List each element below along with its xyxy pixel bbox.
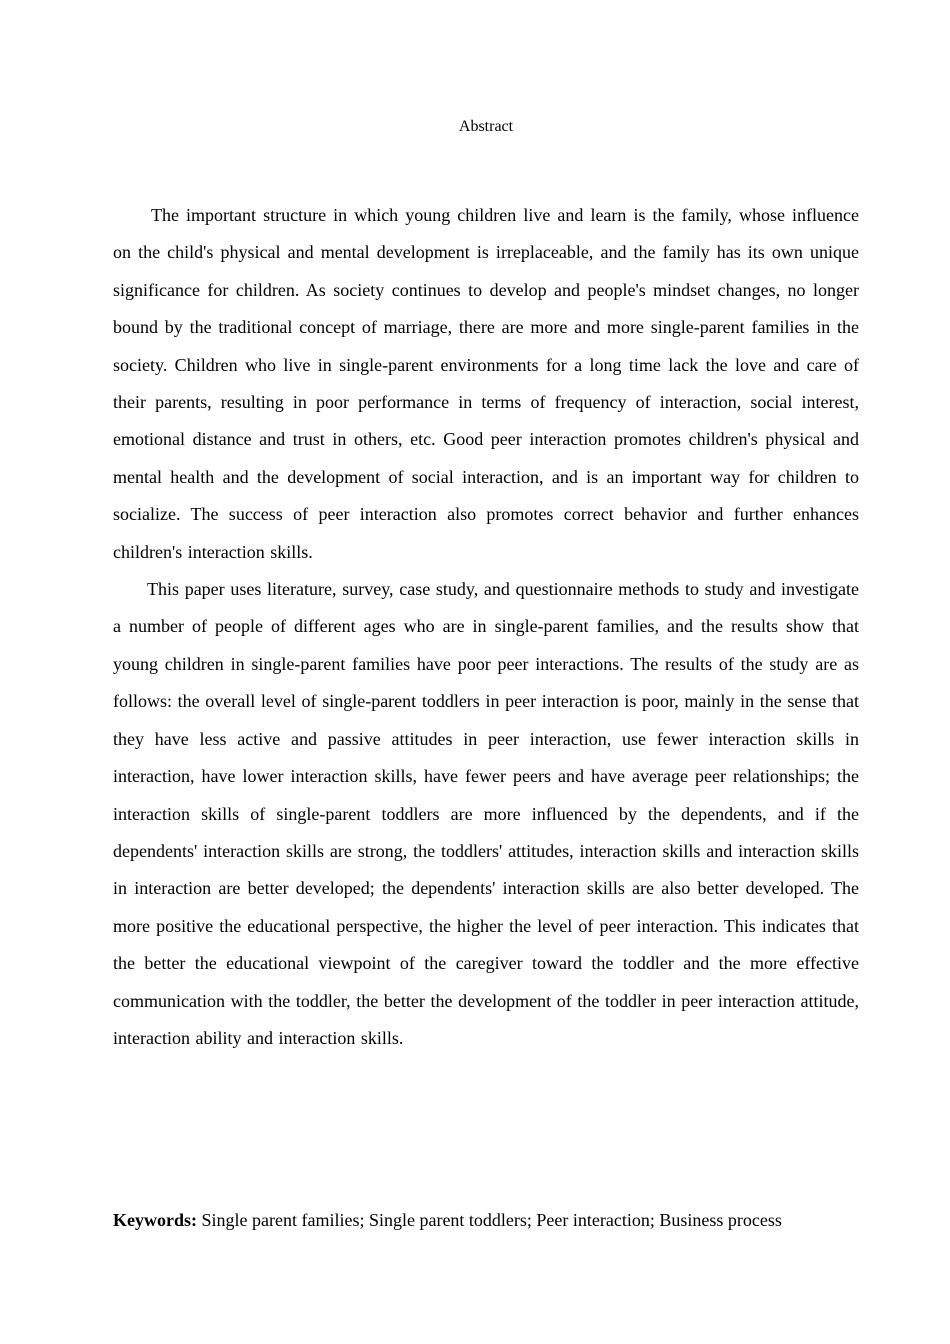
abstract-body (113, 197, 859, 1057)
keywords-text: Single parent families; Single parent toddlers; Peer interaction; Business process (201, 1210, 782, 1230)
abstract-title: Abstract (458, 118, 514, 135)
keywords-line (113, 1207, 873, 1233)
abstract-paragraph-1: The important structure in which young children live and learn is the family, whose influence on the child's physical and mental development is irreplaceable, and the family has its own unique significance for children. As society continues to develop and people's mindset changes, no longer bound by the traditional concept of marriage, there are more and more single-parent families in the society. Children who live in single-parent environments for a long time lack the love and care of their parents, resulting in poor performance in terms of frequency of interaction, social interest, emotional distance and trust in others, etc. Good peer interaction promotes children's physical and mental health and the development of social interaction, and is an important way for children to socialize. The success of peer interaction also promotes correct behavior and further enhances children's interaction skills. (113, 205, 859, 562)
keywords-label: Keywords: (113, 1210, 197, 1230)
abstract-paragraph-2: This paper uses literature, survey, case study, and questionnaire methods to study and investigate a number of people of different ages who are in single-parent families, and the results show that young children in single-parent families have poor peer interactions. The results of the study are as follows: the overall level of single-parent toddlers in peer interaction is poor, mainly in the sense that they have less active and passive attitudes in peer interaction, use fewer interaction skills in interaction, have lower interaction skills, have fewer peers and have average peer relationships; the interaction skills of single-parent toddlers are more influenced by the dependents, and if the dependents' interaction skills are strong, the toddlers' attitudes, interaction skills and interaction skills in interaction are better developed; the dependents' interaction skills are also better developed. The more positive the educational perspective, the higher the level of peer interaction. This indicates that the better the educational viewpoint of the caregiver toward the toddler and the more effective communication with the toddler, the better the development of the toddler in peer interaction attitude, interaction ability and interaction skills. (113, 579, 859, 1048)
